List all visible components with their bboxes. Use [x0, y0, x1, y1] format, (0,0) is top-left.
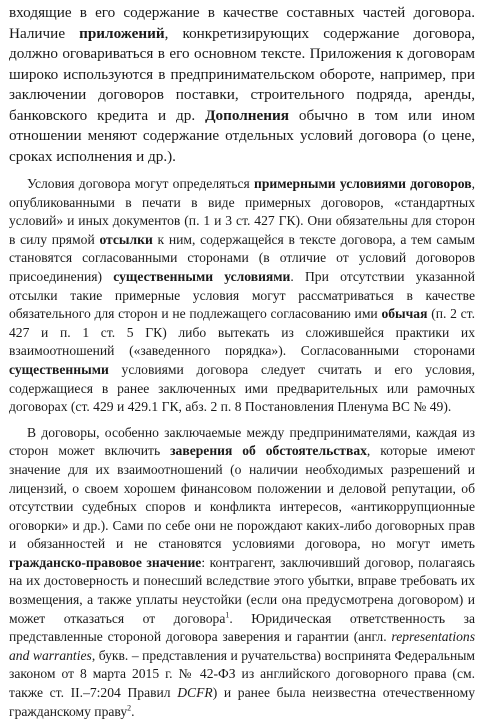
term-supplements: Дополнения: [205, 106, 290, 124]
text-segment: Условия договора могут определяться: [27, 176, 255, 191]
text-segment: обычно в том или ином отношении меняют содержание отдельных условий договора (о цене, сроках исполнения и др.).: [9, 106, 475, 165]
text-segment: .: [131, 703, 135, 719]
text-segment: (п. 2 ст. 427 и п. 1 ст. 5 ГК) либо вытекать из сложившейся практики их взаимоотношений («заведенного порядка»). Согласованными сторонами: [9, 306, 475, 359]
term-civil-law-significance: гражданско-правовое значение: [9, 554, 202, 570]
term-custom: обычая: [381, 306, 428, 322]
footnote-ref-2[interactable]: 2: [127, 703, 132, 713]
term-representations-about-circumstances: заверения об обстоятельствах: [170, 443, 367, 459]
term-essential-terms: существенными условиями: [113, 268, 291, 284]
text-segment: , конкретизирующих содержание договора, должно оговариваться в его основном тексте. Приложения к договорам широко используются в предпринимательском обороте, например, при заключении договоров поставки, строительного подряда, аренды, банковского кредита и др.: [9, 24, 475, 124]
paragraph-representations: [9, 424, 475, 721]
term-appendices: приложений: [79, 24, 165, 42]
text-segment: В договоры, особенно заключаемые между предпринимателями, каждая из сторон может включить: [9, 424, 475, 459]
paragraph-model-terms: [9, 175, 475, 417]
text-segment: . При отсутствии указанной отсылки такие примерные условия могут рассматриваться в качестве обязательного для сторон и не подлежащего согласованию ими: [9, 268, 475, 322]
text-segment: : контрагент, заключивший договор, полагаясь на их достоверность и понесший вследствие этого убытки, вправе требовать их возмещения, а также уплаты неустойки (если она предусмотрена договором) и может отказаться от договора: [9, 554, 475, 626]
term-representations-and-warranties: representations and warranties: [9, 629, 475, 663]
text-segment: к ним, содержащейся в тексте договора, а тем самым становятся согласованными сторонами (в отличие от условий договоров присоединения): [9, 231, 475, 284]
term-dcfr: DCFR: [177, 685, 213, 701]
text-segment: , которые имеют значение для их взаимоотношений (о наличии необходимых разрешений и лицензий, о своем хорошем финансовом положении и деловой репутации, об отсутствии судебных споров и конфликта интересов, «антикоррупционные оговорки» и др.). Сами по себе они не порождают каких-либо договорных прав и обязанностей и не становятся условиями договора, но могут иметь: [9, 443, 475, 552]
term-model-contract-terms: примерными условиями договоров: [254, 176, 472, 191]
text-segment: , опубликованными в печати в виде примерных договоров, «стандартных условий» и иных документов (п. 1 и 3 ст. 427 ГК). Они обязательны для сторон в силу прямой: [9, 176, 475, 247]
term-reference: отсылки: [99, 231, 153, 247]
paragraph-appendices: [9, 3, 475, 167]
text-segment: , букв. – представления и ручательства) воспринята Федеральным законом от 8 марта 2015 г. № 42-ФЗ из английского договорного права (см. также ст. II.–7:204 Правил: [9, 647, 475, 701]
text-segment: ) и ранее была неизвестна отечественному гражданскому праву: [9, 685, 475, 719]
text-segment: условиями договора следует считать и его условия, содержащиеся в ранее заключенных ими предварительных или рамочных договорах (ст. 429 и 429.1 ГК, абз. 2 п. 8 Постановления Пленума ВС № 49).: [9, 361, 475, 415]
text-segment: . Юридическая ответственность за представленные стороной договора заверения и гарантии (англ.: [9, 610, 476, 645]
text-segment: входящие в его содержание в качестве составных частей договора. Наличие: [9, 4, 475, 42]
term-essential: существенными: [9, 361, 109, 377]
footnote-ref-1[interactable]: 1: [225, 610, 230, 620]
